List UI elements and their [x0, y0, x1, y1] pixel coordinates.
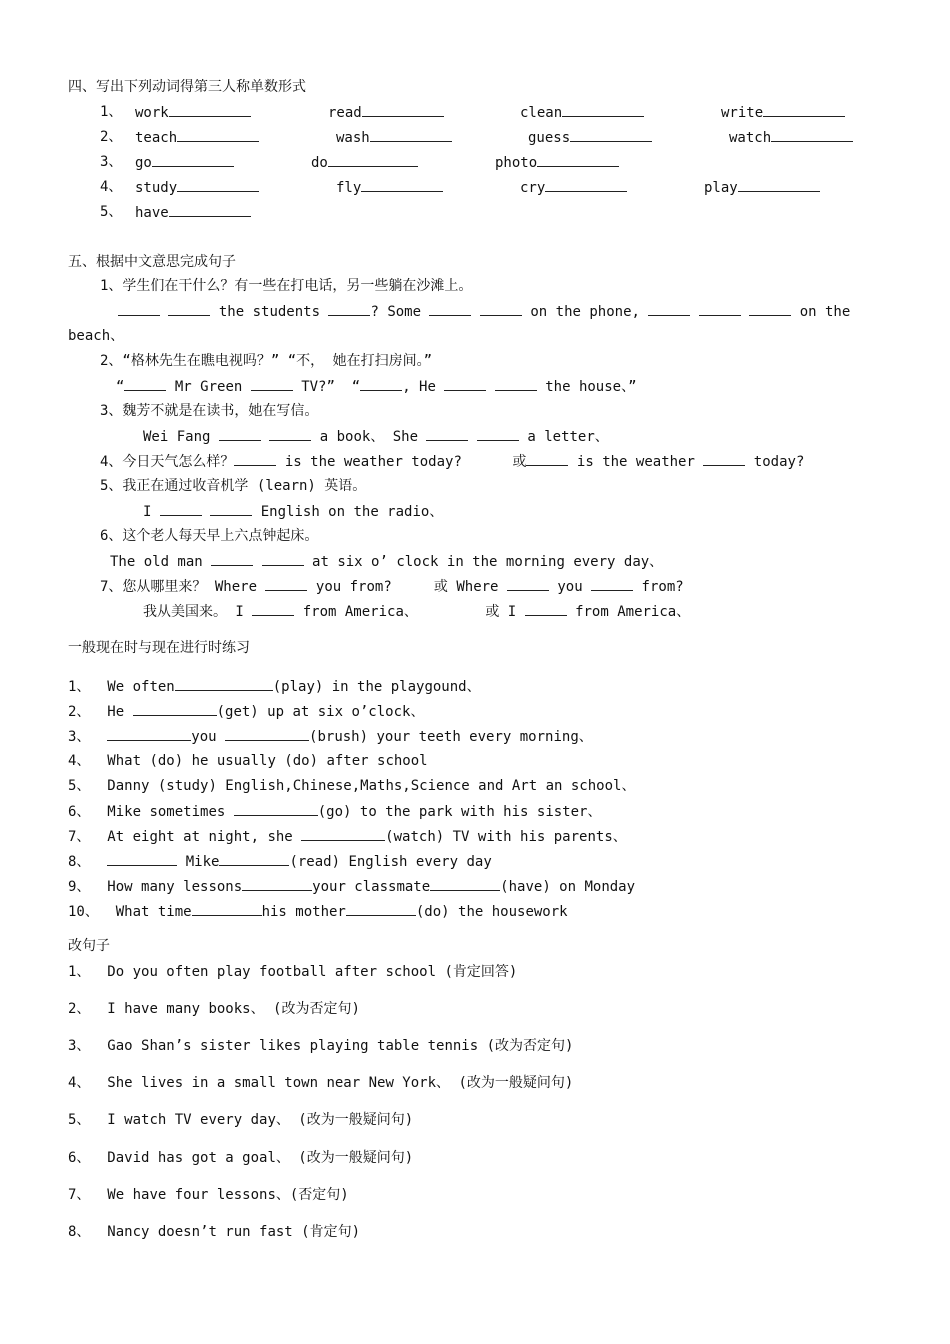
q2-chinese: 2、“格林先生在瞧电视吗？” “不， 她在打扫房间。” — [100, 353, 432, 369]
verb-item: write — [721, 102, 845, 123]
answer-blank[interactable] — [495, 376, 537, 391]
section7-title: 改句子 — [68, 938, 110, 954]
answer-blank[interactable] — [537, 152, 619, 167]
answer-blank[interactable] — [562, 102, 644, 117]
answer-blank[interactable] — [192, 901, 262, 916]
verb-item: study — [135, 177, 259, 198]
rewrite-item-4: 4、 She lives in a small town near New York、 (改为一般疑问句) — [68, 1075, 574, 1091]
row-number: 3、 — [100, 154, 123, 170]
q2-english: “ Mr Green TV?” “ , He the house、” — [116, 376, 637, 397]
answer-blank[interactable] — [301, 826, 385, 841]
answer-blank[interactable] — [265, 576, 307, 591]
section6-title: 一般现在时与现在进行时练习 — [68, 640, 250, 656]
answer-blank[interactable] — [370, 127, 452, 142]
tense-item-3: 3、 you (brush) your teeth every morning、 — [68, 726, 593, 747]
q6-chinese: 6、这个老人每天早上六点钟起床。 — [100, 528, 319, 544]
verb-row-2 — [100, 127, 900, 147]
q1-english-cont: beach、 — [68, 328, 125, 344]
q7-line-1: 7、您从哪里来？ Where you from? 或 Where you from? — [100, 576, 684, 597]
answer-blank[interactable] — [426, 426, 468, 441]
verb-item: clean — [520, 102, 644, 123]
tense-item-1: 1、 We often (play) in the playgound、 — [68, 676, 481, 697]
q5-chinese: 5、我正在通过收音机学 (learn) 英语。 — [100, 478, 367, 494]
answer-blank[interactable] — [169, 102, 251, 117]
answer-blank[interactable] — [160, 501, 202, 516]
rewrite-item-3: 3、 Gao Shan’s sister likes playing table tennis (改为否定句) — [68, 1038, 574, 1054]
verb-item: do — [311, 152, 418, 173]
rewrite-item-6: 6、 David has got a goal、 (改为一般疑问句) — [68, 1150, 414, 1166]
answer-blank[interactable] — [252, 601, 294, 616]
q5-english: I English on the radio、 — [143, 501, 443, 522]
answer-blank[interactable] — [269, 426, 311, 441]
answer-blank[interactable] — [763, 102, 845, 117]
verb-item: watch — [729, 127, 853, 148]
answer-blank[interactable] — [525, 601, 567, 616]
rewrite-item-5: 5、 I watch TV every day、 (改为一般疑问句) — [68, 1112, 414, 1128]
answer-blank[interactable] — [107, 851, 177, 866]
answer-blank[interactable] — [570, 127, 652, 142]
answer-blank[interactable] — [703, 451, 745, 466]
answer-blank[interactable] — [168, 301, 210, 316]
answer-blank[interactable] — [124, 376, 166, 391]
verb-row-4 — [100, 177, 900, 197]
row-number: 2、 — [100, 129, 123, 145]
answer-blank[interactable] — [361, 177, 443, 192]
q1-chinese: 1、学生们在干什么？有一些在打电话，另一些躺在沙滩上。 — [100, 278, 473, 294]
verb-item: have — [135, 202, 251, 223]
verb-item: guess — [528, 127, 652, 148]
verb-item: wash — [336, 127, 452, 148]
answer-blank[interactable] — [360, 376, 402, 391]
tense-item-4: 4、 What (do) he usually (do) after school — [68, 753, 428, 769]
tense-item-5: 5、 Danny (study) English,Chinese,Maths,Science and Art an school、 — [68, 778, 636, 794]
rewrite-item-8: 8、 Nancy doesn’t run fast (肯定句) — [68, 1224, 361, 1240]
rewrite-item-2: 2、 I have many books、 (改为否定句) — [68, 1001, 360, 1017]
answer-blank[interactable] — [210, 501, 252, 516]
answer-blank[interactable] — [526, 451, 568, 466]
answer-blank[interactable] — [648, 301, 690, 316]
answer-blank[interactable] — [177, 127, 259, 142]
answer-blank[interactable] — [477, 426, 519, 441]
row-number: 5、 — [100, 204, 123, 220]
rewrite-item-1: 1、 Do you often play football after school (肯定回答) — [68, 964, 518, 980]
answer-blank[interactable] — [118, 301, 160, 316]
tense-item-9: 9、 How many lessons your classmate (have) on Monday — [68, 876, 635, 897]
verb-item: work — [135, 102, 251, 123]
tense-item-2: 2、 He (get) up at six o’clock、 — [68, 701, 424, 722]
q3-chinese: 3、魏芳不就是在读书，她在写信。 — [100, 403, 319, 419]
row-number: 1、 — [100, 104, 123, 120]
answer-blank[interactable] — [430, 876, 500, 891]
answer-blank[interactable] — [444, 376, 486, 391]
verb-item: fly — [336, 177, 443, 198]
verb-item: go — [135, 152, 234, 173]
q4-line: 4、今日天气怎么样？ is the weather today? 或 is the weather today? — [100, 451, 804, 472]
answer-blank[interactable] — [328, 301, 370, 316]
answer-blank[interactable] — [177, 177, 259, 192]
verb-row-3 — [100, 152, 900, 172]
answer-blank[interactable] — [738, 177, 820, 192]
verb-row-1 — [100, 102, 900, 122]
answer-blank[interactable] — [234, 801, 318, 816]
q3-english: Wei Fang a book、 She a letter、 — [143, 426, 609, 447]
answer-blank[interactable] — [225, 726, 309, 741]
q1-english: the students ? Some on the phone, on the — [118, 301, 850, 322]
answer-blank[interactable] — [219, 851, 289, 866]
answer-blank[interactable] — [169, 202, 251, 217]
row-number: 4、 — [100, 179, 123, 195]
verb-row-5 — [100, 202, 900, 222]
tense-item-6: 6、 Mike sometimes (go) to the park with his sister、 — [68, 801, 601, 822]
tense-item-8: 8、 Mike (read) English every day — [68, 851, 492, 872]
section5-title: 五、根据中文意思完成句子 — [68, 254, 236, 270]
answer-blank[interactable] — [211, 551, 253, 566]
q7-line-2: 我从美国来。 I from America、 或 I from America、 — [143, 601, 690, 622]
rewrite-item-7: 7、 We have four lessons、(否定句) — [68, 1187, 349, 1203]
answer-blank[interactable] — [242, 876, 312, 891]
answer-blank[interactable] — [175, 676, 273, 691]
tense-item-10: 10、 What time his mother (do) the housework — [68, 901, 568, 922]
answer-blank[interactable] — [234, 451, 276, 466]
verb-item: teach — [135, 127, 259, 148]
answer-blank[interactable] — [545, 177, 627, 192]
verb-item: read — [328, 102, 444, 123]
answer-blank[interactable] — [133, 701, 217, 716]
answer-blank[interactable] — [507, 576, 549, 591]
answer-blank[interactable] — [219, 426, 261, 441]
answer-blank[interactable] — [749, 301, 791, 316]
answer-blank[interactable] — [591, 576, 633, 591]
answer-blank[interactable] — [107, 726, 191, 741]
answer-blank[interactable] — [251, 376, 293, 391]
answer-blank[interactable] — [771, 127, 853, 142]
verb-item: cry — [520, 177, 627, 198]
answer-blank[interactable] — [362, 102, 444, 117]
answer-blank[interactable] — [262, 551, 304, 566]
answer-blank[interactable] — [699, 301, 741, 316]
tense-item-7: 7、 At eight at night, she (watch) TV with his parents、 — [68, 826, 627, 847]
section4-title: 四、写出下列动词得第三人称单数形式 — [68, 79, 306, 95]
answer-blank[interactable] — [346, 901, 416, 916]
q6-english: The old man at six o’ clock in the morning every day、 — [110, 551, 663, 572]
answer-blank[interactable] — [152, 152, 234, 167]
verb-item: play — [704, 177, 820, 198]
answer-blank[interactable] — [328, 152, 418, 167]
answer-blank[interactable] — [429, 301, 471, 316]
answer-blank[interactable] — [480, 301, 522, 316]
verb-item: photo — [495, 152, 619, 173]
